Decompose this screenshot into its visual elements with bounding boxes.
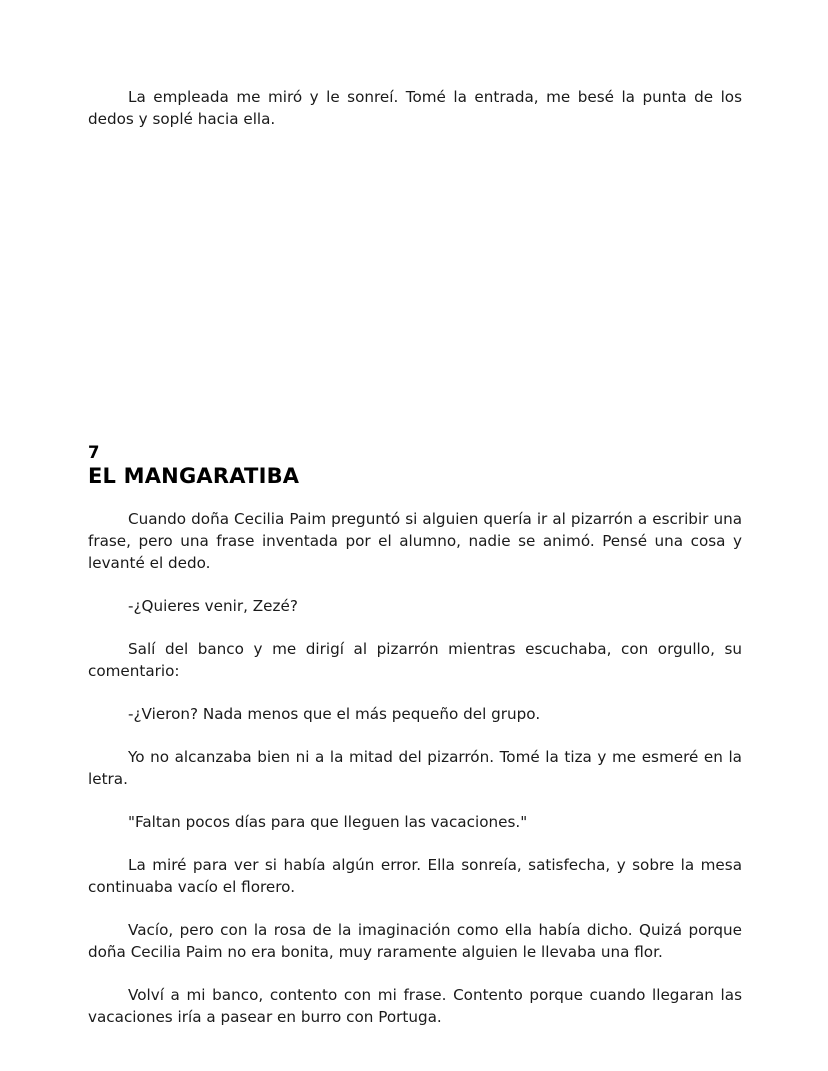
chapter-paragraph: -¿Vieron? Nada menos que el más pequeño del grupo. [128,705,541,723]
chapter-number: 7 [88,443,100,462]
chapter-paragraph: La miré para ver si había algún error. Ella sonreía, satisfecha, y sobre la mesa continuaba vacío el florero. [88,856,742,896]
intro-paragraph: La empleada me miró y le sonreí. Tomé la entrada, me besé la punta de los dedos y soplé hacia ella. [88,88,742,128]
chapter-paragraph: Vacío, pero con la rosa de la imaginación como ella había dicho. Quizá porque doña Cecilia Paim no era bonita, muy raramente alguien le llevaba una flor. [88,921,742,961]
chapter-heading [88,443,742,489]
chapter-paragraph: "Faltan pocos días para que lleguen las vacaciones." [128,813,528,831]
chapter-paragraph: -¿Quieres venir, Zezé? [128,597,298,615]
chapter-paragraph: Volví a mi banco, contento con mi frase. Contento porque cuando llegaran las vacaciones iría a pasear en burro con Portuga. [88,986,742,1026]
chapter-body [88,508,742,1028]
chapter-title: EL MANGARATIBA [88,464,300,488]
chapter-paragraph: Cuando doña Cecilia Paim preguntó si alguien quería ir al pizarrón a escribir una frase, pero una frase inventada por el alumno, nadie se animó. Pensé una cosa y levanté el dedo. [88,510,742,572]
chapter-paragraph: Yo no alcanzaba bien ni a la mitad del pizarrón. Tomé la tiza y me esmeré en la letra. [88,748,742,788]
chapter-paragraph: Salí del banco y me dirigí al pizarrón mientras escuchaba, con orgullo, su comentario: [88,640,742,680]
intro-section [88,86,742,130]
